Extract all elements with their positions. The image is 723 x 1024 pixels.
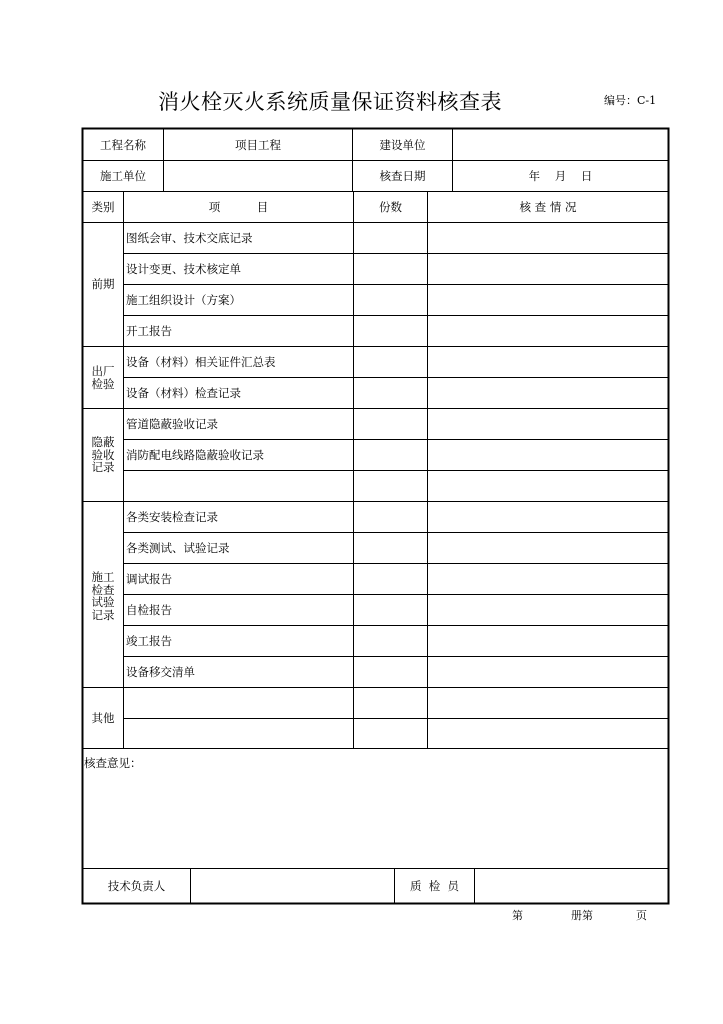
list-item: 设备（材料）相关证件汇总表: [126, 355, 276, 369]
list-item: 设备（材料）检查记录: [126, 386, 241, 400]
check-date-label: 核查日期: [379, 169, 426, 183]
check-date-value[interactable]: 年 月 日: [528, 169, 593, 183]
group-label-preliminary: 前期: [91, 277, 115, 291]
list-item: 开工报告: [126, 324, 172, 338]
footer-page-suffix: 页: [636, 909, 647, 922]
opinion-label: 核查意见：: [84, 756, 142, 770]
col-item: 项 目: [208, 200, 269, 214]
list-item: 施工组织设计（方案）: [126, 293, 241, 307]
group-label-factory-inspection: 出厂 检验: [91, 364, 115, 391]
inspector-signature[interactable]: [475, 869, 668, 903]
contractor-value[interactable]: [164, 169, 352, 183]
form-code: 编号：C-1: [604, 94, 657, 107]
list-item: 自检报告: [126, 603, 172, 617]
page-title: 消火栓灭火系统质量保证资料核查表: [158, 90, 502, 114]
group-label-other: 其他: [91, 711, 115, 725]
list-item: 调试报告: [126, 572, 172, 586]
list-item: 设备移交清单: [126, 665, 195, 679]
col-copies: 份数: [379, 200, 402, 214]
project-name-value[interactable]: 项目工程: [235, 138, 281, 152]
list-item: 消防配电线路隐蔽验收记录: [126, 448, 264, 462]
group-label-concealed-acceptance: 隐蔽 验收 记录: [91, 435, 115, 474]
group-label-construction-test: 施工 检查 试验 记录: [91, 570, 115, 622]
inspector-label: 质 检 员: [409, 879, 460, 893]
owner-value[interactable]: [454, 138, 668, 152]
opinion-input[interactable]: [84, 772, 666, 866]
list-item: 设计变更、技术核定单: [126, 262, 241, 276]
list-item: 管道隐蔽验收记录: [126, 417, 218, 431]
list-item: 各类安装检查记录: [126, 510, 218, 524]
owner-label: 建设单位: [379, 138, 426, 152]
col-status: 核 查 情 况: [519, 200, 577, 214]
project-name-label: 工程名称: [100, 138, 146, 152]
tech-lead-label: 技术负责人: [107, 879, 166, 893]
footer-volume-prefix: 第: [512, 909, 523, 922]
list-item: 竣工报告: [126, 634, 172, 648]
col-category: 类别: [91, 200, 115, 214]
list-item: 各类测试、试验记录: [126, 541, 230, 555]
tech-lead-signature[interactable]: [191, 869, 394, 903]
list-item: 图纸会审、技术交底记录: [126, 231, 253, 245]
contractor-label: 施工单位: [100, 169, 146, 183]
footer-volume-suffix: 册第: [571, 909, 593, 922]
